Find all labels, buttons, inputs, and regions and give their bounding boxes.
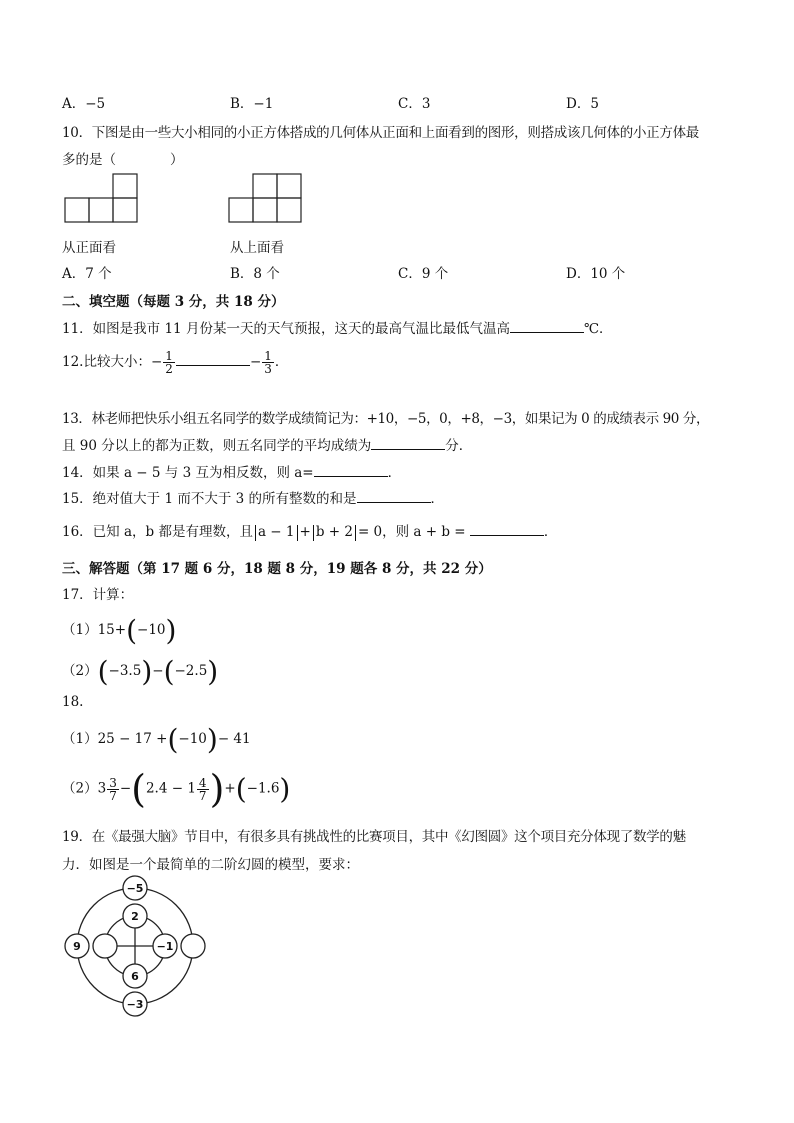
node-inner-left[interactable] [93, 934, 117, 958]
q17-part1-expr-a: 15+ [97, 622, 127, 638]
q16-answer-blank[interactable] [470, 521, 544, 536]
q14-answer-blank[interactable] [314, 462, 388, 477]
q17-part2: （2）(−3.5)−(−2.5) [62, 655, 219, 688]
q16-end: ． [543, 524, 558, 540]
q9-option-a: A．−5 [62, 96, 106, 112]
q18-part2-expr-c: −1.6 [246, 780, 280, 797]
q17-part1: （1）15+(−10) [62, 614, 177, 647]
top-view-label: 从上面看 [230, 240, 284, 256]
q12-answer-blank[interactable] [176, 351, 250, 366]
node-bottom-value: −3 [126, 998, 144, 1011]
q17-label: 17．计算： [62, 587, 134, 603]
q17-part1-expr-b: −10 [137, 622, 166, 638]
node-left-value: 9 [73, 940, 81, 953]
q9-option-b: B．−1 [230, 96, 274, 112]
q15-end: ． [430, 491, 445, 507]
node-inner-top-value: 2 [131, 910, 139, 923]
q19-question-line2: 力．如图是一个最简单的二阶幻圆的模型，要求： [62, 857, 359, 873]
front-view-figure [64, 172, 138, 226]
q10-option-c: C．9 个 [398, 266, 449, 282]
node-top-value: −5 [126, 882, 144, 895]
q14-question [62, 461, 401, 481]
q18-part2-minus: − [119, 780, 132, 797]
q16-abs-2: b + 2 [315, 524, 353, 540]
section3-title: 三、解答题（第 17 题 6 分，18 题 8 分，19 题各 8 分，共 22 分） [62, 561, 492, 577]
node-inner-right-value: −1 [156, 940, 174, 953]
q16-text: 16．已知 a，b 都是有理数，且 [62, 524, 253, 540]
magic-circle-diagram [60, 874, 210, 1022]
q10-question-line2: 多的是（ ） [62, 152, 184, 168]
q18-part1-expr-c: − 41 [217, 731, 251, 747]
q12-prefix: 12.比较大小： [62, 354, 151, 370]
q18-part2-inner-fraction: $\frac{4}{7}$ [198, 775, 207, 803]
q13-question-line1: 13．林老师把快乐小组五名同学的数学成绩简记为：+10，−5，0，+8，−3，如果记为 0 的成绩表示 90 分， [62, 411, 710, 427]
q10-question-line1: 10．下图是由一些大小相同的小正方体搭成的几何体从正面和上面看到的图形，则搭成该几何体的小正方体最 [62, 125, 699, 141]
q12-fraction-2: $\frac{1}{3}$ [264, 349, 272, 376]
q15-text: 15．绝对值大于 1 而不大于 3 的所有整数的和是 [62, 491, 357, 507]
q12-fraction-1: $\frac{1}{2}$ [165, 349, 173, 376]
q10-option-a: A．7 个 [62, 266, 112, 282]
q14-text: 14．如果 a − 5 与 3 互为相反数，则 a= [62, 465, 314, 481]
node-inner-bottom-value: 6 [131, 970, 139, 983]
q16-plus: + [299, 524, 311, 540]
front-view-label: 从正面看 [62, 240, 116, 256]
section2-title: 二、填空题（每题 3 分，共 18 分） [62, 294, 285, 310]
q18-part1-index: （1） [62, 731, 98, 747]
q11-question [62, 317, 613, 337]
q18-part2-index: （2） [62, 780, 98, 797]
q18-part2: （2）3 $\frac{3}{7}$ −(2.4 − 1 $\frac{4}{7}$ )+(−1.6) [62, 767, 291, 811]
q11-answer-blank[interactable] [510, 318, 584, 333]
q12-question [62, 350, 288, 375]
q16-question [62, 520, 557, 541]
q11-text: 11．如图是我市 11 月份某一天的天气预报，这天的最高气温比最低气温高 [62, 321, 510, 337]
q17-part2-index: （2） [62, 663, 98, 679]
q18-part1-expr-a: 25 − 17 + [97, 731, 168, 747]
q16-abs-1: a − 1 [257, 524, 295, 540]
q18-part2-inner-a: 2.4 − 1 [145, 780, 196, 797]
q17-part2-expr-b: −2.5 [174, 663, 208, 679]
q18-part2-fraction: $\frac{3}{7}$ [109, 775, 117, 803]
q9-option-d: D．5 [566, 96, 599, 112]
q17-part1-index: （1） [62, 622, 98, 638]
q19-question-line1: 19．在《最强大脑》节目中，有很多具有挑战性的比赛项目，其中《幻图圆》这个项目充分体现了数学的魅 [62, 829, 686, 845]
node-right[interactable] [181, 934, 205, 958]
q17-part2-expr-a: −3.5 [108, 663, 142, 679]
q18-part1: （1）25 − 17 +(−10)− 41 [62, 723, 251, 756]
q13-answer-blank[interactable] [371, 435, 445, 450]
q9-option-c: C．3 [398, 96, 431, 112]
q12-end: ． [274, 354, 289, 370]
top-view-figure [228, 172, 302, 226]
q11-unit: ℃． [583, 321, 613, 337]
q13-text: 且 90 分以上的都为正数，则五名同学的平均成绩为 [62, 438, 372, 454]
q16-equation: = 0，则 a + b = [357, 524, 466, 540]
q15-answer-blank[interactable] [357, 488, 431, 503]
q18-part1-expr-b: −10 [178, 731, 207, 747]
q10-option-d: D．10 个 [566, 266, 626, 282]
q18-part2-whole: 3 [97, 780, 107, 797]
q10-option-b: B．8 个 [230, 266, 280, 282]
q17-part2-minus: − [152, 663, 164, 679]
q18-part2-plus: + [224, 780, 236, 797]
q18-label: 18. [62, 694, 84, 710]
q15-question [62, 487, 444, 507]
q13-question-line2 [62, 434, 472, 454]
q12-minus-1: − [150, 354, 163, 370]
q12-minus-2: − [249, 354, 262, 370]
q14-end: ． [387, 465, 402, 481]
q13-end: 分． [445, 438, 473, 454]
